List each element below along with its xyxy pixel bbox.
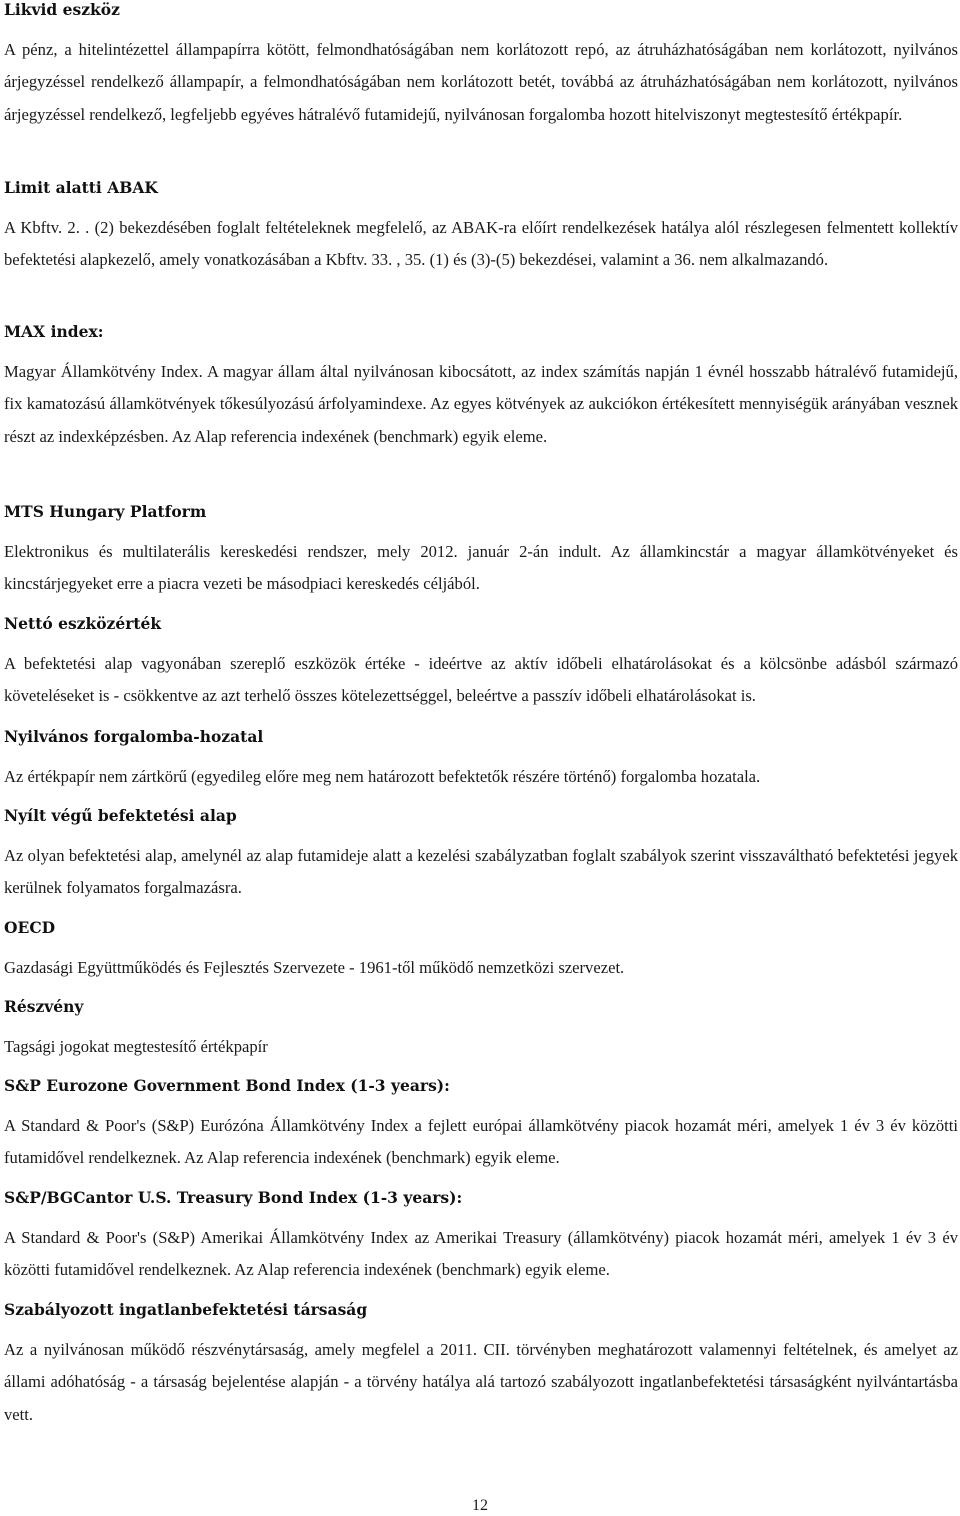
glossary-definition: A Standard & Poor's (S&P) Eurózóna Államkötvény Index a fejlett európai államkötvény piacok hozamát méri, amelyek 1 év 3 év közötti futamidővel rendelkeznek. Az Alap referencia indexének (benchmark) egyik eleme. — [4, 1116, 958, 1168]
glossary-entry-likvid-eszkoz — [4, 0, 958, 139]
glossary-definition: Elektronikus és multilaterális kereskedési rendszer, mely 2012. január 2-án indult. Az államkincstár a magyar államkötvényeket és kincstárjegyeket erre a piacra vezeti be másodpiaci kereskedés céljából. — [4, 542, 958, 594]
glossary-term: Szabályozott ingatlanbefektetési társaság — [4, 1300, 368, 1319]
glossary-term: MAX index: — [4, 322, 104, 341]
glossary-definition: Az olyan befektetési alap, amelynél az alap futamideje alatt a kezelési szabályzatban foglalt szabályok szerint visszaváltható befektetési jegyek kerülnek folyamatos forgalmazásra. — [4, 846, 958, 898]
glossary-definition: A Standard & Poor's (S&P) Amerikai Államkötvény Index az Amerikai Treasury (államkötvény) piacok hozamát méri, amelyek 1 év 3 év közötti futamidővel rendelkeznek. Az Alap referencia indexének (benchmark) egyik eleme. — [4, 1228, 958, 1280]
glossary-definition: A Kbftv. 2. . (2) bekezdésében foglalt feltételeknek megfelelő, az ABAK-ra előírt rendelkezések hatálya alól részlegesen felmentett kollektív befektetési alapkezelő, amely vonatkozásában a Kbftv. 33. , 35. (1) és (3)-(5) bekezdései, valamint a 36. nem alkalmazandó. — [4, 218, 958, 270]
glossary-entry-limit-alatti-abak — [4, 178, 958, 285]
glossary-term: S&P Eurozone Government Bond Index (1-3 years): — [4, 1076, 450, 1095]
glossary-entry-max-index — [4, 322, 958, 461]
glossary-term: Limit alatti ABAK — [4, 178, 158, 197]
glossary-definition: Az a nyilvánosan működő részvénytársaság, amely megfelel a 2011. CII. törvényben meghatározott valamennyi feltételnek, és amelyet az állami adóhatóság - a társaság bejelentése alapján - a törvény hatálya alá tartozó szabályozott ingatlanbefektetési társaságként nyilvántartásba vett. — [4, 1340, 958, 1424]
glossary-entry-oecd — [4, 918, 958, 992]
glossary-definition: A befektetési alap vagyonában szereplő eszközök értéke - ideértve az aktív időbeli elhatárolásokat és a kölcsönbe adásból származó követeléseket is - csökkentve az azt terhelő összes kötelezettséggel, beleértve a passzív időbeli elhatárolásokat is. — [4, 654, 958, 706]
glossary-definition: A pénz, a hitelintézettel állampapírra kötött, felmondhatóságában nem korlátozott repó, az átruházhatóságában nem korlátozott, nyilvános árjegyzéssel rendelkező állampapír, a felmondhatóságában nem korlátozott betét, továbbá az átruházhatóságában nem korlátozott, nyilvános árjegyzéssel rendelkező, legfeljebb egyéves hátralévő futamidejű, nyilvánosan forgalomba hozott hitelviszonyt megtestesítő értékpapír. — [4, 40, 958, 124]
glossary-term: Likvid eszköz — [4, 0, 120, 19]
glossary-entry-reszveny — [4, 997, 958, 1071]
glossary-entry-netto-eszkozertek — [4, 614, 958, 721]
glossary-term: Nyilvános forgalomba-hozatal — [4, 727, 264, 746]
glossary-definition: Az értékpapír nem zártkörű (egyedileg előre meg nem határozott befektetők részére történő) forgalomba hozatala. — [4, 767, 761, 786]
glossary-entry-nyilt-vegu-befektetesi-alap — [4, 806, 958, 913]
glossary-entry-szabalyozott-ingatlanbefektetesi-tarsasag — [4, 1300, 958, 1439]
glossary-definition: Magyar Államkötvény Index. A magyar állam által nyilvánosan kibocsátott, az index számítás napján 1 évnél hosszabb hátralévő futamidejű, fix kamatozású államkötvények tőkesúlyozású árfolyamindexe. Az egyes kötvények az aukciókon értékesített mennyiségük arányában vesznek részt az indexképzésben. Az Alap referencia indexének (benchmark) egyik eleme. — [4, 362, 958, 446]
glossary-entry-sp-eurozone-government-bond-index — [4, 1076, 958, 1183]
glossary-term: S&P/BGCantor U.S. Treasury Bond Index (1-3 years): — [4, 1188, 463, 1207]
glossary-entry-mts-hungary-platform — [4, 502, 958, 609]
glossary-term: Nyílt végű befektetési alap — [4, 806, 237, 825]
glossary-term: MTS Hungary Platform — [4, 502, 207, 521]
page-number: 12 — [472, 1497, 488, 1514]
glossary-term: Részvény — [4, 997, 84, 1016]
glossary-entry-nyilvanos-forgalomba-hozatal — [4, 727, 958, 801]
glossary-entry-sp-bgcantor-us-treasury-bond-index — [4, 1188, 958, 1295]
glossary-definition: Tagsági jogokat megtestesítő értékpapír — [4, 1037, 268, 1056]
glossary-term: Nettó eszközérték — [4, 614, 162, 633]
glossary-term: OECD — [4, 918, 56, 937]
glossary-definition: Gazdasági Együttműködés és Fejlesztés Szervezete - 1961-től működő nemzetközi szervezet. — [4, 958, 625, 977]
